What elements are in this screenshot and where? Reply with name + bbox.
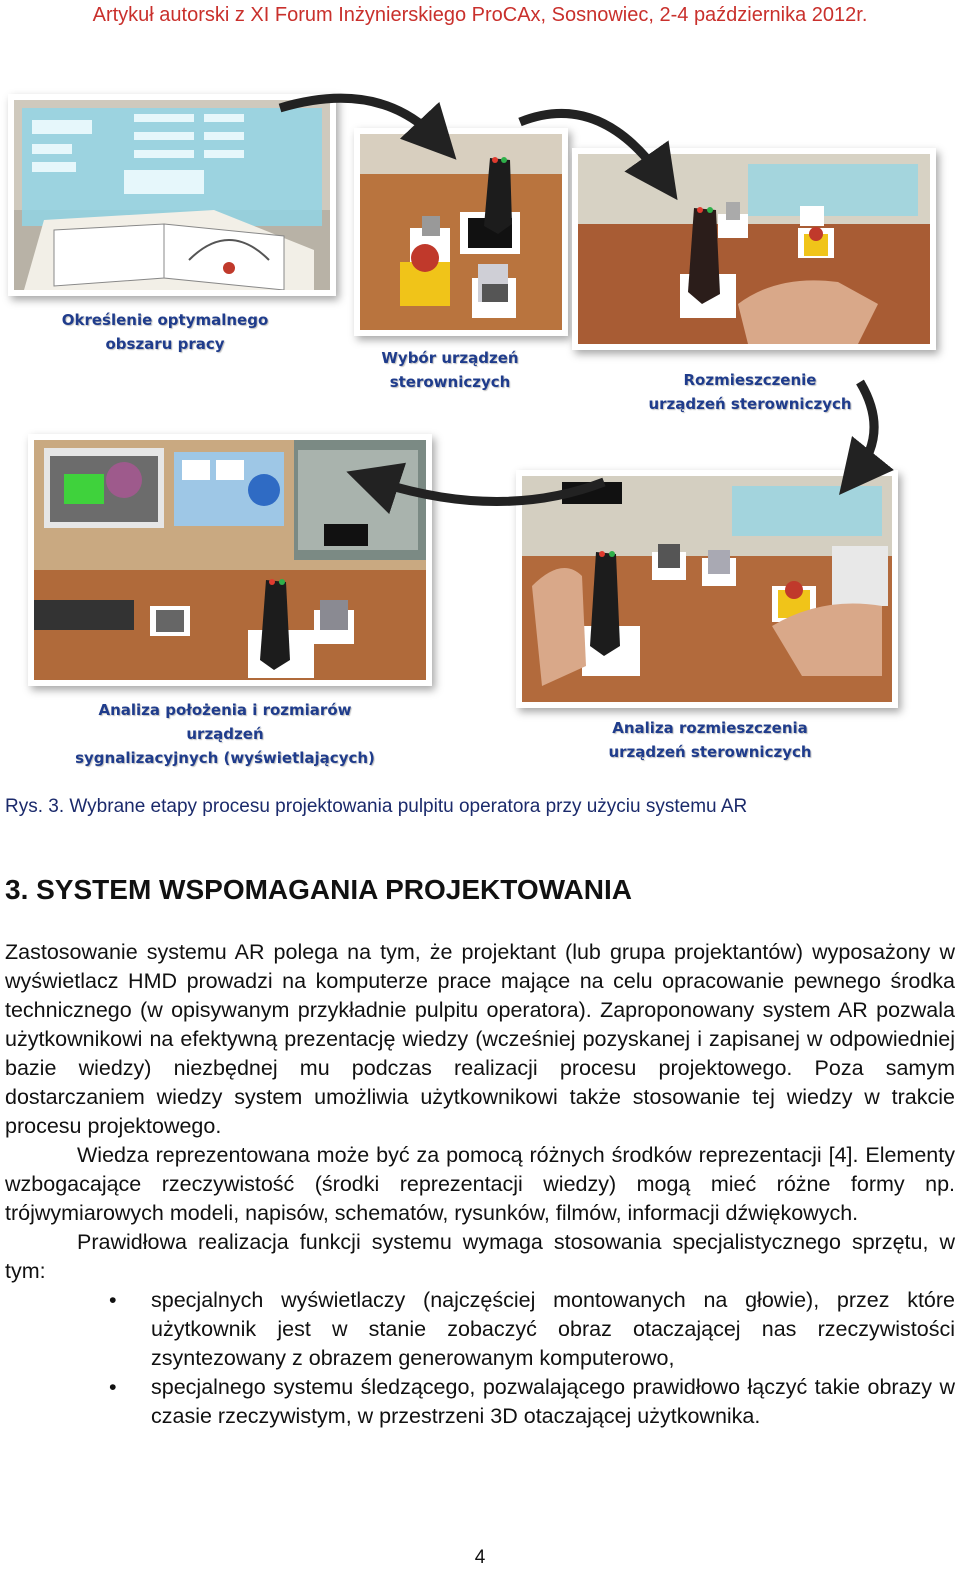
step-label-line: Rozmieszczenie: [683, 371, 817, 389]
step-label-line: Wybór urządzeń: [381, 349, 519, 367]
step-label-device-selection: [350, 346, 550, 394]
list-item: [5, 1373, 955, 1431]
list-item-text: specjalnych wyświetlaczy (najczęściej montowanych na głowie), przez które użytkownik jest w stanie zobaczyć obraz otaczającej nas rzeczywistości zsyntezowany z obrazem generowanym komputerowo,: [151, 1288, 955, 1370]
photo-device-selection: [354, 128, 568, 336]
list-item: [5, 1286, 955, 1373]
section-body: [5, 938, 955, 1431]
step-label-line: sterowniczych: [389, 373, 511, 391]
step-label-line: urządzeń sterowniczych: [608, 743, 812, 761]
photo-device-arrangement: [572, 148, 936, 350]
paragraph: Prawidłowa realizacja funkcji systemu wymaga stosowania specjalistycznego sprzętu, w tym:: [5, 1230, 955, 1283]
step-label-line: obszaru pracy: [105, 335, 225, 353]
photo-arrangement-analysis: [516, 470, 898, 708]
step-label-arrangement-analysis: [590, 716, 830, 764]
bullet-icon: •: [109, 1375, 117, 1399]
step-label-line: Analiza rozmieszczenia: [612, 719, 808, 737]
section-title: 3. SYSTEM WSPOMAGANIA PROJEKTOWANIA: [5, 874, 632, 905]
paragraph: Zastosowanie systemu AR polega na tym, że projektant (lub grupa projektantów) wyposażony w wyświetlacz HMD prowadzi na komputerze prace mające na celu opracowanie pewnego środka technicznego (w opisywanym przykładnie pulpitu operatora). Zaproponowany system AR pozwala użytkownikowi na efektywną prezentację wiedzy (wcześniej pozyskanej i zapisanej w odpowiedniej bazie wiedzy) niezbędnej mu podczas realizacji procesu projektowego. Poza samym dostarczaniem wiedzy system umożliwia użytkownikowi także stosowanie tej wiedzy w trakcie procesu projektowego.: [5, 940, 955, 1138]
figure-caption: Rys. 3. Wybrane etapy procesu projektowania pulpitu operatora przy użyciu systemu AR: [5, 796, 748, 817]
step-label-line: Analiza położenia i rozmiarów urządzeń: [98, 701, 352, 743]
bullet-list: [5, 1286, 955, 1431]
step-label-device-arrangement: [630, 368, 870, 416]
list-item-text: specjalnego systemu śledzącego, pozwalającego prawidłowo łączyć takie obrazy w czasie rzeczywistym, w przestrzeni 3D otaczającej użytkownika.: [151, 1375, 955, 1428]
step-label-work-area: [40, 308, 290, 356]
step-label-line: sygnalizacyjnych (wyświetlających): [75, 749, 375, 767]
step-label-display-analysis: [60, 698, 390, 770]
paragraph: Wiedza reprezentowana może być za pomocą różnych środków reprezentacji [4]. Elementy wzbogacające rzeczywistość (środki reprezentacji wiedzy) mogą mieć różne formy np. trójwymiarowych modeli, napisów, schematów, rysunków, filmów, informacji dźwiękowych.: [5, 1143, 955, 1225]
page-number: 4: [474, 1547, 486, 1568]
figure: [0, 82, 960, 782]
running-header: Artykuł autorski z XI Forum Inżynierskiego ProCAx, Sosnowiec, 2-4 października 2012r.: [92, 4, 868, 26]
photo-display-analysis: [28, 434, 432, 686]
photo-work-area: [8, 94, 336, 296]
step-label-line: Określenie optymalnego: [61, 311, 269, 329]
bullet-icon: •: [109, 1288, 117, 1312]
step-label-line: urządzeń sterowniczych: [648, 395, 852, 413]
